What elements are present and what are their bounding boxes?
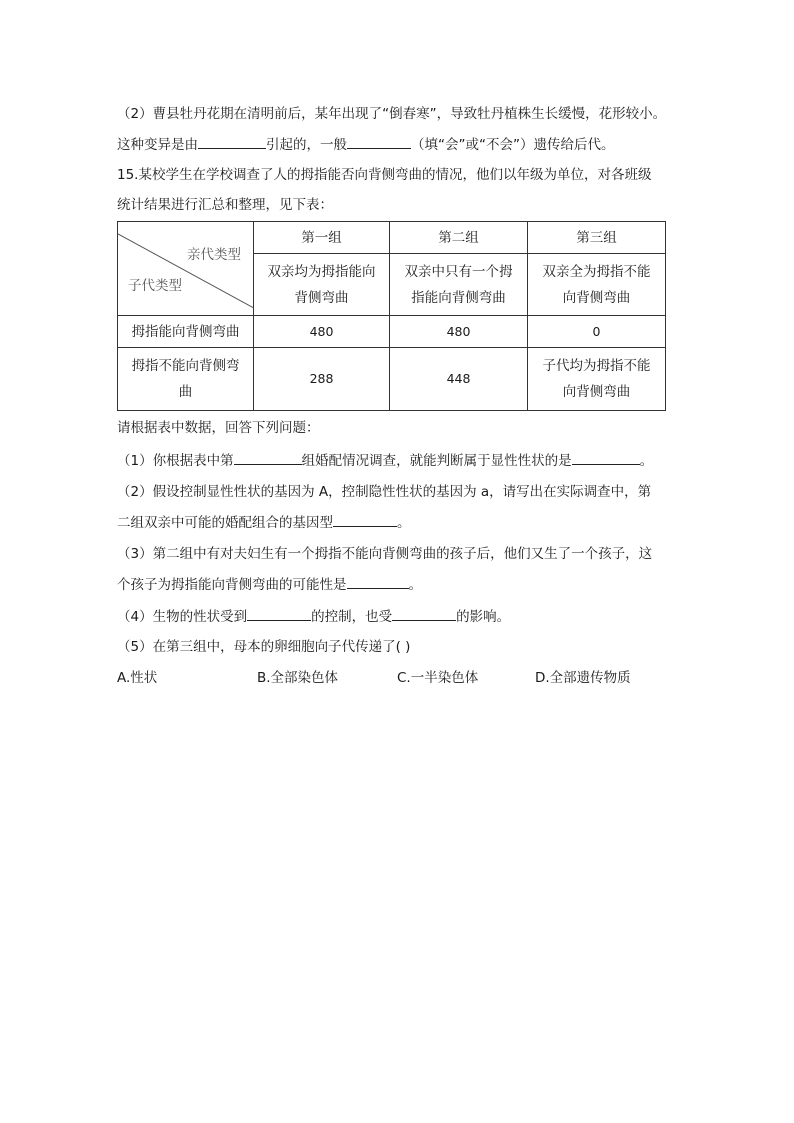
offspring-type-label: 子代类型 — [128, 278, 182, 295]
text-segment: （4）生物的性状受到 — [117, 609, 248, 625]
survey-table — [117, 221, 666, 411]
table-diagonal-header — [118, 222, 254, 316]
text-segment: 的影响。 — [456, 609, 511, 625]
answer-blank[interactable] — [347, 134, 411, 149]
question-15-2-line1: （2）假设控制显性性状的基因为 A，控制隐性性状的基因为 a，请写出在实际调查中，第 — [117, 484, 652, 500]
parent-type-label: 亲代类型 — [187, 247, 241, 263]
text-segment: 的控制，也受 — [311, 609, 393, 625]
option-b[interactable]: B.全部染色体 — [257, 670, 339, 686]
question-15-4 — [117, 606, 510, 627]
table-cell-value: 480 — [390, 316, 528, 347]
option-c[interactable]: C.一半染色体 — [397, 670, 479, 686]
text-segment: 个孩子为拇指能向背侧弯曲的可能性是 — [117, 577, 347, 593]
question-14-2-line2 — [117, 134, 614, 155]
answer-blank[interactable] — [392, 606, 456, 621]
question-15-stem-line2: 统计结果进行汇总和整理，见下表： — [117, 197, 333, 213]
row-label-can-bend: 拇指能向背侧弯曲 — [118, 316, 254, 347]
column-header-group-2: 第二组 — [390, 222, 528, 254]
option-a[interactable]: A.性状 — [117, 670, 158, 686]
answer-blank[interactable] — [572, 450, 640, 465]
parent-type-cell-2: 双亲中只有一个拇 指能向背侧弯曲 — [390, 254, 528, 316]
parent-type-cell-1: 双亲均为拇指能向 背侧弯曲 — [254, 254, 390, 316]
question-15-5: （5）在第三组中，母本的卵细胞向子代传递了( ) — [117, 639, 411, 655]
question-15-stem-line1: 15.某校学生在学校调查了人的拇指能否向背侧弯曲的情况，他们以年级为单位，对各班级 — [117, 167, 652, 183]
answer-blank[interactable] — [247, 606, 311, 621]
option-d[interactable]: D.全部遗传物质 — [535, 670, 631, 686]
text-segment: （1）你根据表中第 — [117, 453, 234, 469]
text-segment: 。 — [408, 577, 422, 593]
table-cell-value: 480 — [254, 316, 390, 347]
table-cell-value: 448 — [390, 347, 528, 410]
column-header-group-3: 第三组 — [528, 222, 666, 254]
answer-blank[interactable] — [234, 450, 302, 465]
text-segment: 二组双亲中可能的婚配组合的基因型 — [117, 515, 333, 531]
table-cell-value: 0 — [528, 316, 666, 347]
answer-blank[interactable] — [198, 134, 266, 149]
table-cell-note: 子代均为拇指不能 向背侧弯曲 — [528, 347, 666, 410]
row-label-cannot-bend: 拇指不能向背侧弯 曲 — [118, 347, 254, 410]
questions-intro: 请根据表中数据，回答下列问题： — [117, 420, 320, 436]
table-cell-value: 288 — [254, 347, 390, 410]
question-15-1 — [117, 450, 653, 471]
answer-blank[interactable] — [347, 574, 409, 589]
diagonal-line — [118, 222, 253, 315]
text-segment: 。 — [639, 453, 654, 469]
question-15-3-line2 — [117, 574, 422, 595]
column-header-group-1: 第一组 — [254, 222, 390, 254]
parent-type-cell-3: 双亲全为拇指不能 向背侧弯曲 — [528, 254, 666, 316]
answer-blank[interactable] — [333, 512, 397, 527]
question-15-3-line1: （3）第二组中有对夫妇生有一个拇指不能向背侧弯曲的孩子后，他们又生了一个孩子，这 — [117, 546, 653, 562]
answer-options — [117, 668, 677, 688]
question-14-2-line1: （2）曹县牡丹花期在清明前后，某年出现了“倒春寒”，导致牡丹植株生长缓慢，花形较小。 — [117, 106, 667, 122]
text-segment: 。 — [397, 515, 411, 531]
question-15-2-line2 — [117, 512, 411, 533]
text-segment: 这种变异是由 — [117, 137, 198, 153]
text-segment: 引起的，一般 — [266, 137, 347, 153]
text-segment: （填“会”或“不会”）遗传给后代。 — [411, 137, 615, 153]
text-segment: 组婚配情况调查，就能判断属于显性性状的是 — [301, 453, 572, 469]
